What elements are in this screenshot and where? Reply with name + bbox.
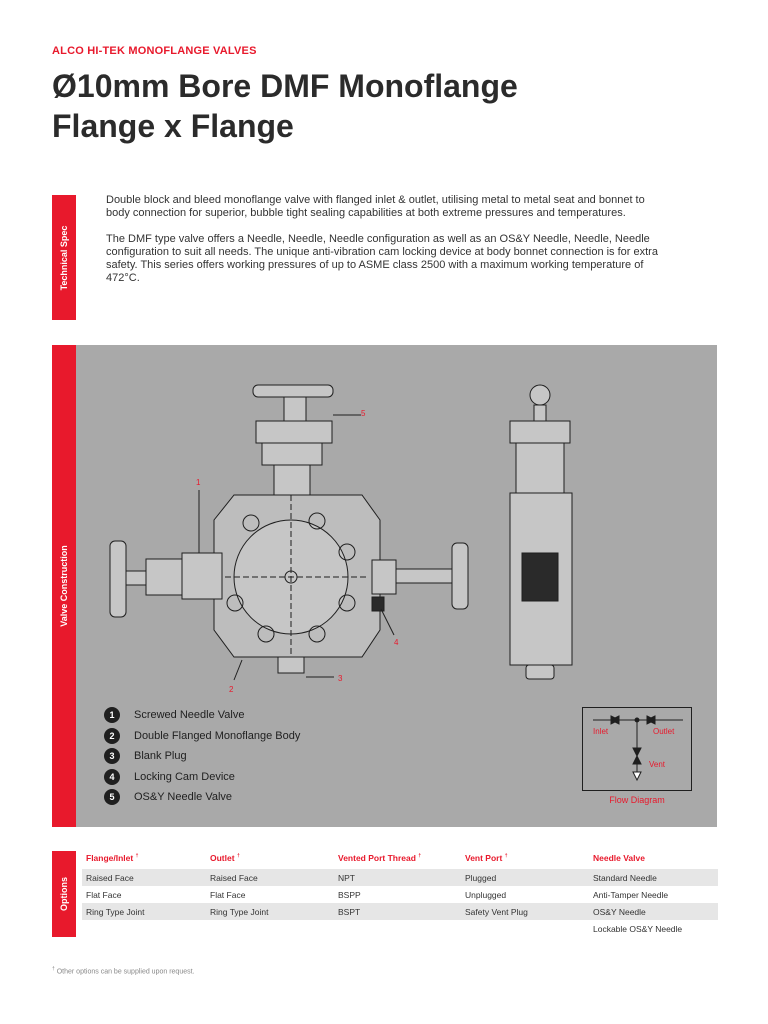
options-tab (52, 851, 76, 937)
intro-paragraph-1: Double block and bleed monoflange valve with flanged inlet & outlet, utilising metal to metal seat and bonnet to body connection for superior, bubble tight sealing capabilities at both extreme pressures and temperatures. (106, 194, 645, 219)
footnote-marker: † (418, 853, 422, 860)
table-row (82, 903, 718, 920)
table-cell: BSPT (334, 903, 461, 920)
table-cell: Standard Needle (589, 869, 718, 886)
side-bonnet (510, 421, 570, 443)
table-cell (82, 920, 206, 937)
technical-spec-tab-label: Technical Spec (59, 225, 69, 290)
footnote-text: Other options can be supplied upon request. (56, 968, 195, 976)
legend-label: OS&Y Needle Valve (134, 791, 233, 804)
intro-paragraph-2: The DMF type valve offers a Needle, Needle, Needle configuration as well as an OS&Y Needle, Needle, Needle configuration to suit all needs. The unique anti-vibration cam locking device at body bonnet connection is for extra safety. This series offers working pressures of up to ASME class 2500 with a maximum working temperature of 472°C. (106, 233, 658, 284)
table-cell (334, 920, 461, 937)
table-cell: Raised Face (206, 869, 334, 886)
title-line-2: Flange x Flange (52, 108, 294, 144)
column-header-text: Vented Port Thread (338, 853, 416, 863)
valve-construction-tab-label: Valve Construction (59, 545, 69, 627)
side-handwheel (530, 385, 550, 405)
component-legend (104, 705, 300, 808)
legend-label: Screwed Needle Valve (134, 709, 245, 722)
brand-label: ALCO HI-TEK MONOFLANGE VALVES (52, 45, 257, 57)
flow-outlet-label: Outlet (653, 727, 675, 736)
flow-diagram-caption: Flow Diagram (609, 795, 665, 805)
table-cell: Flat Face (210, 889, 246, 900)
column-header (206, 851, 334, 869)
callout-2: 2 (229, 685, 234, 694)
table-cell: Anti-Tamper Needle (593, 889, 669, 900)
legend-number-badge: 5 (104, 789, 120, 805)
legend-item (104, 726, 300, 747)
table-cell: Raised Face (82, 869, 206, 886)
column-header-text: Flange/Inlet (86, 853, 134, 863)
column-header-text: Vent Port (465, 853, 503, 863)
legend-item (104, 705, 300, 726)
table-cell: Ring Type Joint (206, 903, 334, 920)
side-nut (516, 443, 564, 493)
footnote (52, 966, 195, 975)
legend-number-badge: 1 (104, 707, 120, 723)
flow-inlet-label: Inlet (593, 727, 609, 736)
table-cell: Flat Face (86, 889, 122, 900)
column-header (334, 851, 461, 869)
table-row (82, 920, 718, 937)
footnote-marker: † (504, 853, 508, 860)
legend-number-badge: 2 (104, 728, 120, 744)
left-valve-hex (182, 553, 222, 599)
footnote-mark: † (52, 966, 55, 972)
column-header-text: Outlet (210, 853, 235, 863)
table-cell: BSPP (338, 889, 361, 900)
valve-construction-panel (76, 345, 717, 827)
right-plug-stem (396, 569, 452, 583)
callout-1: 1 (196, 478, 201, 487)
legend-item (104, 787, 300, 808)
column-header (461, 851, 589, 869)
table-cell: OS&Y Needle (589, 903, 718, 920)
column-header: Needle Valve (593, 853, 645, 863)
flow-diagram (582, 707, 692, 791)
legend-item (104, 767, 300, 788)
side-cam (522, 553, 558, 601)
table-cell: Safety Vent Plug (461, 903, 589, 920)
legend-label: Blank Plug (134, 750, 187, 763)
table-row (82, 869, 718, 886)
title-line-1: Ø10mm Bore DMF Monoflange (52, 68, 518, 104)
side-stem (534, 405, 546, 423)
footnote-marker: † (236, 853, 240, 860)
side-plug (526, 665, 554, 679)
callout-3: 3 (338, 674, 343, 683)
table-row (82, 886, 718, 903)
top-valve-body (274, 465, 310, 495)
legend-number-badge: 3 (104, 748, 120, 764)
table-cell: NPT (334, 869, 461, 886)
legend-number-badge: 4 (104, 769, 120, 785)
left-valve-bonnet (146, 559, 182, 595)
table-cell (206, 920, 334, 937)
options-header-row (82, 851, 718, 869)
table-cell: Plugged (461, 869, 589, 886)
intro-text (106, 194, 666, 298)
right-plug-handle (452, 543, 468, 609)
table-cell: Unplugged (465, 889, 507, 900)
column-header (82, 851, 206, 869)
table-cell: Lockable OS&Y Needle (593, 923, 683, 934)
top-valve-nut (262, 443, 322, 465)
table-cell: Ring Type Joint (82, 903, 206, 920)
options-tab-label: Options (59, 877, 69, 911)
technical-spec-tab (52, 195, 76, 320)
locking-cam (372, 597, 384, 611)
top-valve-handle (253, 385, 333, 397)
footnote-marker: † (135, 853, 139, 860)
callout-4: 4 (394, 638, 399, 647)
legend-label: Locking Cam Device (134, 770, 235, 783)
valve-construction-tab (52, 345, 76, 827)
flow-vent-label: Vent (649, 760, 666, 769)
left-valve-stem (126, 571, 146, 585)
blank-plug (278, 657, 304, 673)
left-valve-handle (110, 541, 126, 617)
options-table (82, 851, 718, 937)
valve-technical-drawing (76, 345, 717, 705)
callout-5: 5 (361, 409, 366, 418)
legend-item (104, 746, 300, 767)
legend-label: Double Flanged Monoflange Body (134, 729, 301, 742)
top-valve-bonnet (256, 421, 332, 443)
page-title (52, 66, 712, 146)
flow-diagram-schematic (583, 708, 691, 790)
right-plug-body (372, 560, 396, 594)
top-valve-stem (284, 397, 306, 423)
table-cell (461, 920, 589, 937)
